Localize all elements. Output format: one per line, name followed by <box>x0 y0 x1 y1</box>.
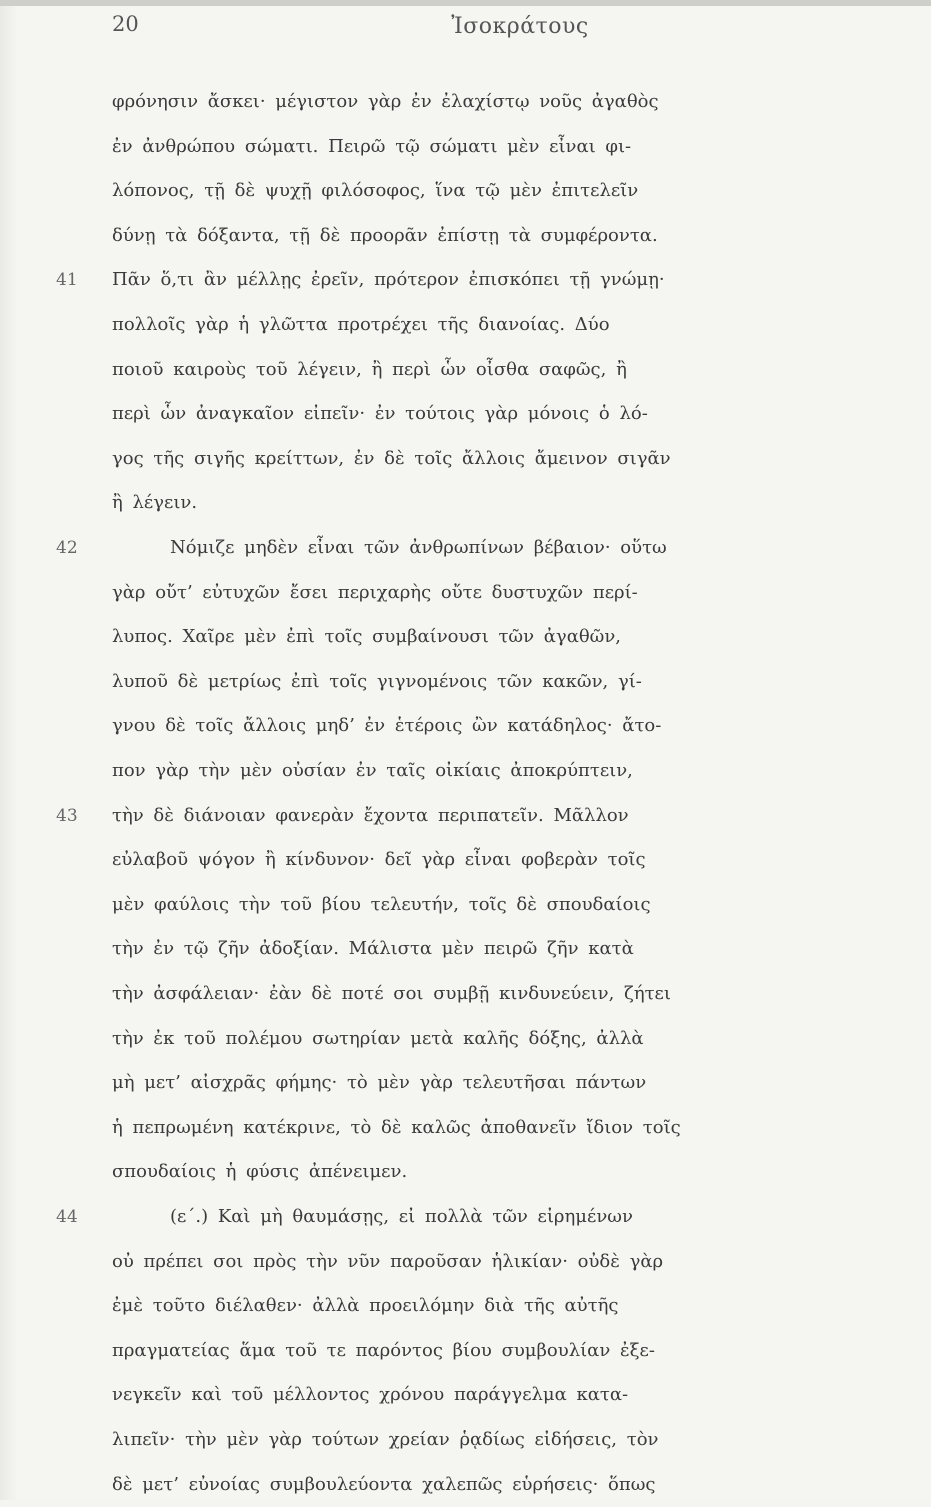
text-line <box>0 883 931 927</box>
text-line <box>0 749 931 793</box>
line-text: Πᾶν ὅ,τι ἂν μέλλῃς ἐρεῖν, πρότερον ἐπισκόπει τῇ γνώμῃ· <box>112 269 665 291</box>
line-text: λυποῦ δὲ μετρίως ἐπὶ τοῖς γιγνομένοις τῶν κακῶν, γί- <box>112 670 642 692</box>
text-line <box>0 927 931 971</box>
page-number: 20 <box>112 12 139 36</box>
line-text: περὶ ὧν ἀναγκαῖον εἰπεῖν· ἐν τούτοις γὰρ μόνοις ὁ λό- <box>112 403 648 425</box>
line-text: πολλοῖς γὰρ ἡ γλῶττα προτρέχει τῆς διανοίας. Δύο <box>112 314 610 335</box>
text-line <box>0 348 931 392</box>
text-line <box>0 615 931 659</box>
line-text: μὴ μετ’ αἰσχρᾶς φήμης· τὸ μὲν γὰρ τελευτῆσαι πάντων <box>112 1072 647 1094</box>
line-text: πον γὰρ τὴν μὲν οὐσίαν ἐν ταῖς οἰκίαις ἀποκρύπτειν, <box>112 760 633 781</box>
section-number: 43 <box>56 805 78 826</box>
section-number: 42 <box>56 538 78 558</box>
text-line <box>0 571 931 615</box>
text-line <box>0 1061 931 1105</box>
section-number: 41 <box>56 270 78 291</box>
line-text: ἢ λέγειν. <box>112 492 198 514</box>
line-text: δύνῃ τὰ δόξαντα, τῇ δὲ προορᾶν ἐπίστῃ τὰ συμφέροντα. <box>112 224 658 246</box>
line-text: τὴν ἐκ τοῦ πολέμου σωτηρίαν μετὰ καλῆς δόξης, ἀλλὰ <box>112 1027 644 1049</box>
line-text: τὴν ἐν τῷ ζῆν ἀδοξίαν. Μάλιστα μὲν πειρῶ ζῆν κατὰ <box>112 938 634 960</box>
section-number: 44 <box>56 1207 78 1227</box>
page-header <box>0 10 931 50</box>
text-line <box>0 1329 931 1373</box>
line-text: ποιοῦ καιροὺς τοῦ λέγειν, ἢ περὶ ὧν οἶσθα σαφῶς, ἢ <box>112 358 627 380</box>
line-text: λόπονος, τῇ δὲ ψυχῇ φιλόσοφος, ἵνα τῷ μὲν ἐπιτελεῖν <box>112 180 639 202</box>
line-text: γνου δὲ τοῖς ἄλλοις μηδ’ ἐν ἑτέροις ὢν κατάδηλος· ἄτο- <box>112 715 662 737</box>
line-text: Νόμιζε μηδὲν εἶναι τῶν ἀνθρωπίνων βέβαιον· οὕτω <box>170 537 667 558</box>
text-line <box>0 303 931 347</box>
text-line <box>0 437 931 481</box>
line-text: λιπεῖν· τὴν μὲν γὰρ τούτων χρείαν ῥᾳδίως εἰδήσεις, τὸν <box>112 1429 659 1450</box>
line-text: ἡ πεπρωμένη κατέκρινε, τὸ δὲ καλῶς ἀποθανεῖν ἴδιον τοῖς <box>112 1116 681 1138</box>
text-line <box>0 660 931 704</box>
text-line <box>0 1195 931 1239</box>
line-text: τὴν δὲ διάνοιαν φανερὰν ἔχοντα περιπατεῖν. Μᾶλλον <box>112 804 629 826</box>
text-line <box>0 526 931 570</box>
page-top-edge <box>0 0 931 6</box>
line-text: τὴν ἀσφάλειαν· ἐὰν δὲ ποτέ σοι συμβῇ κινδυνεύειν, ζήτει <box>112 983 671 1004</box>
text-line <box>0 80 931 124</box>
text-line <box>0 125 931 169</box>
line-text: (ε΄.) Καὶ μὴ θαυμάσῃς, εἰ πολλὰ τῶν εἰρημένων <box>170 1206 633 1227</box>
text-line <box>0 1240 931 1284</box>
text-line <box>0 1284 931 1328</box>
text-line <box>0 972 931 1016</box>
line-text: δὲ μετ’ εὐνοίας συμβουλεύοντα χαλεπῶς εὑρήσεις· ὅπως <box>112 1473 656 1495</box>
line-text: ἐν ἀνθρώπου σώματι. Πειρῶ τῷ σώματι μὲν εἶναι φι- <box>112 135 632 157</box>
text-line <box>0 1017 931 1061</box>
line-text: νεγκεῖν καὶ τοῦ μέλλοντος χρόνου παράγγελμα κατα- <box>112 1384 629 1406</box>
text-line <box>0 704 931 748</box>
text-line <box>0 838 931 882</box>
text-line <box>0 214 931 258</box>
text-line <box>0 1418 931 1462</box>
line-text: γος τῆς σιγῆς κρείττων, ἐν δὲ τοῖς ἄλλοις ἄμεινον σιγᾶν <box>112 447 671 469</box>
line-text: μὲν φαύλοις τὴν τοῦ βίου τελευτήν, τοῖς δὲ σπουδαίοις <box>112 893 651 915</box>
line-text: λυπος. Χαῖρε μὲν ἐπὶ τοῖς συμβαίνουσι τῶν ἀγαθῶν, <box>112 626 622 648</box>
text-line <box>0 1150 931 1194</box>
line-text: πραγματείας ἅμα τοῦ τε παρόντος βίου συμβουλίαν ἐξε- <box>112 1339 655 1361</box>
line-text: γὰρ οὔτ’ εὐτυχῶν ἔσει περιχαρὴς οὔτε δυστυχῶν περί- <box>112 581 638 603</box>
line-text: φρόνησιν ἄσκει· μέγιστον γὰρ ἐν ἐλαχίστῳ νοῦς ἀγαθὸς <box>112 91 659 112</box>
text-line <box>0 1373 931 1417</box>
text-line <box>0 258 931 302</box>
text-line <box>0 392 931 436</box>
line-text: οὐ πρέπει σοι πρὸς τὴν νῦν παροῦσαν ἡλικίαν· οὐδὲ γὰρ <box>112 1250 664 1272</box>
line-text: ἐμὲ τοῦτο διέλαθεν· ἀλλὰ προειλόμην διὰ τῆς αὐτῆς <box>112 1295 619 1317</box>
text-line <box>0 1106 931 1150</box>
text-line <box>0 481 931 525</box>
text-line <box>0 794 931 838</box>
line-text: εὐλαβοῦ ψόγον ἢ κίνδυνον· δεῖ γὰρ εἶναι φοβερὰν τοῖς <box>112 849 646 871</box>
running-head: Ἰσοκράτους <box>451 14 589 39</box>
text-line <box>0 169 931 213</box>
line-text: σπουδαίοις ἡ φύσις ἀπένειμεν. <box>112 1161 408 1183</box>
